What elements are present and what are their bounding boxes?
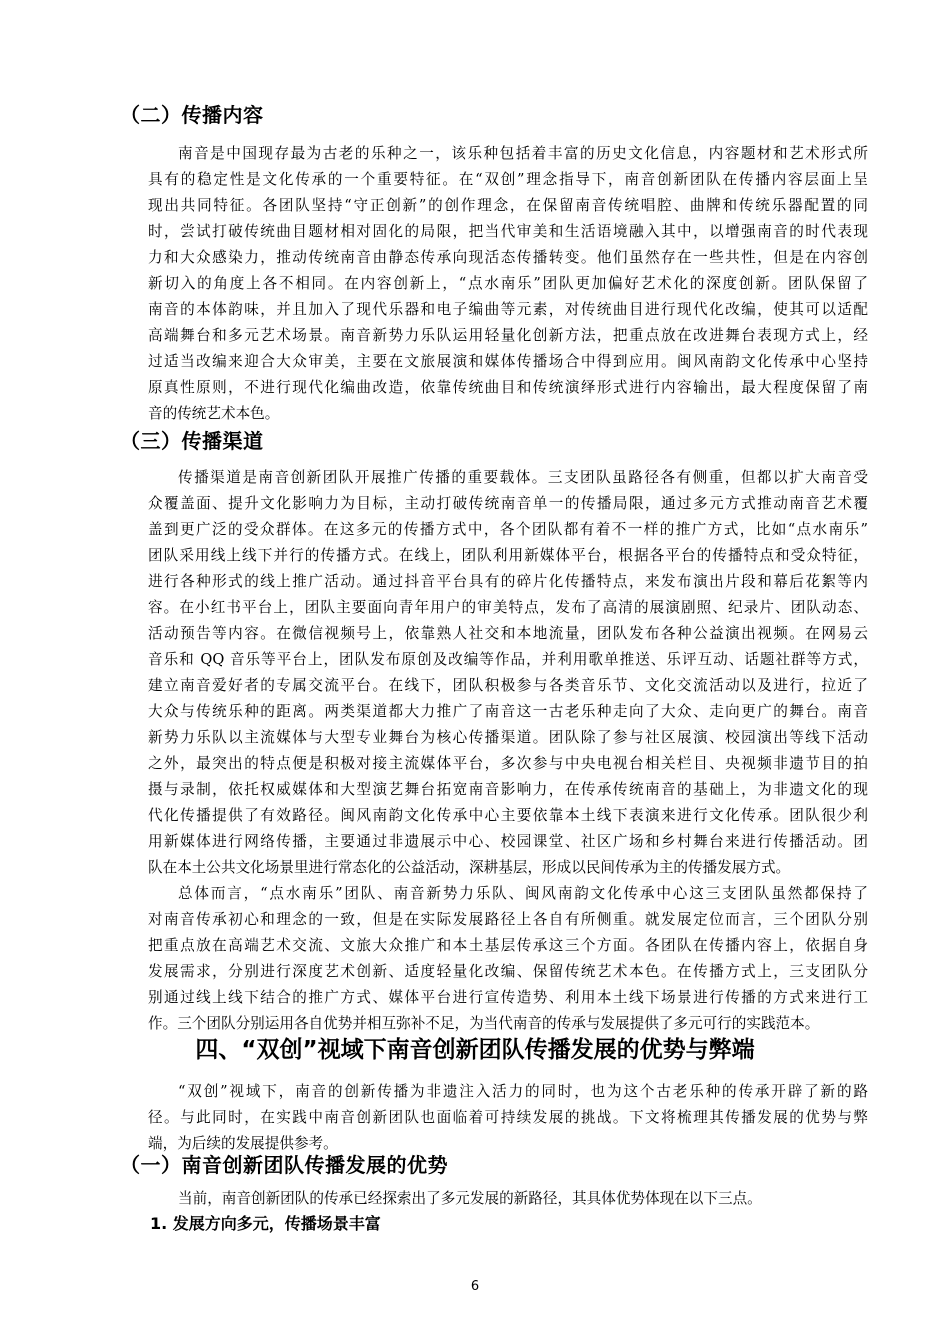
text-line: “双创”视域下，南音的创新传播为非遗注入活力的同时，也为这个古老乐种的传承开辟了新的路 xyxy=(178,1083,868,1100)
subsection-heading-advantages: （一）南音创新团队传播发展的优势 xyxy=(120,1153,448,1177)
text-line: 径。与此同时，在实践中南音创新团队也面临着可持续发展的挑战。下文将梳理其传播发展的优势与弊 xyxy=(148,1109,868,1126)
paragraph-channels xyxy=(148,465,868,881)
text-line: 活动预告等内容。在微信视频号上，依靠熟人社交和本地流量，团队发布各种公益演出视频。在网易云 xyxy=(148,625,868,642)
text-line: 当前，南音创新团队的传承已经探索出了多元发展的新路径，其具体优势体现在以下三点。 xyxy=(178,1190,762,1207)
text-line: 发展需求，分别进行深度艺术创新、适度轻量化改编、保留传统艺术本色。在传播方式上，三支团队分 xyxy=(148,963,868,980)
text-line: 传播渠道是南音创新团队开展推广传播的重要载体。三支团队虽路径各有侧重，但都以扩大南音受 xyxy=(178,469,868,486)
text-line: 队在本土公共文化场景里进行常态化的公益活动，深耕基层，形成以民间传承为主的传播发展方式。 xyxy=(148,859,791,876)
text-line: 代化传播提供了有效路径。闽风南韵文化传承中心主要依靠本土线下表演来进行文化传承。团队很少利 xyxy=(148,807,868,824)
section-heading-content: （二）传播内容 xyxy=(120,103,264,127)
text-line: 具有的稳定性是文化传承的一个重要特征。在“双创”理念指导下，南音创新团队在传播内容层面上呈 xyxy=(148,171,868,188)
page-number: 6 xyxy=(470,1279,480,1294)
text-line: 原真性原则，不进行现代化编曲改造，依靠传统曲目和传统演绎形式进行内容输出，最大程度保留了南 xyxy=(148,379,868,396)
text-line: 南音的本体韵味，并且加入了现代乐器和电子编曲等元素，对传统曲目进行现代化改编，使其可以适配 xyxy=(148,301,868,318)
list-item-heading: 1. 发展方向多元，传播场景丰富 xyxy=(150,1214,381,1233)
text-line: 过适当改编来迎合大众审美，主要在文旅展演和媒体传播场合中得到应用。闽风南韵文化传承中心坚持 xyxy=(148,353,868,370)
paragraph-summary xyxy=(148,881,868,1037)
paragraph-content xyxy=(148,141,868,427)
text-line: 之外，最突出的特点便是积极对接主流媒体平台，多次参与中央电视台相关栏目、央视频非遗节目的拍 xyxy=(148,755,868,772)
text-line: 把重点放在高端艺术交流、文旅大众推广和本土基层传承这三个方面。各团队在传播内容上，依据自身 xyxy=(148,937,868,954)
text-line: 端，为后续的发展提供参考。 xyxy=(148,1135,338,1152)
text-line: 大众与传统乐种的距离。两类渠道都大力推广了南音这一古老乐种走向了大众、走向更广的舞台。南音 xyxy=(148,703,868,720)
paragraph-advantages-intro xyxy=(148,1186,868,1212)
text-line: 盖到更广泛的受众群体。在这多元的传播方式中，各个团队都有着不一样的推广方式，比如“点水南乐” xyxy=(148,521,868,538)
text-line: 现出共同特征。各团队坚持“守正创新”的创作理念，在保留南音传统唱腔、曲牌和传统乐器配置的同 xyxy=(148,197,868,214)
text-line: 新势力乐队以主流媒体与大型专业舞台为核心传播渠道。团队除了参与社区展演、校园演出等线下活动 xyxy=(148,729,868,746)
text-line: 团队采用线上线下并行的传播方式。在线上，团队利用新媒体平台，根据各平台的传播特点和受众特征， xyxy=(148,547,868,564)
text-line: 摄与录制，依托权威媒体和大型演艺舞台拓宽南音影响力，在传承传统南音的基础上，为非遗文化的现 xyxy=(148,781,868,798)
text-line: 音乐和 QQ 音乐等平台上，团队发布原创及改编等作品，并利用歌单推送、乐评互动、话题社群等方式， xyxy=(148,651,868,668)
paragraph-chapter-intro xyxy=(148,1079,868,1157)
chapter-heading: 四、“双创”视域下南音创新团队传播发展的优势与弊端 xyxy=(195,1037,755,1063)
text-line: 众覆盖面、提升文化影响力为目标，主动打破传统南音单一的传播局限，通过多元方式推动南音艺术覆 xyxy=(148,495,868,512)
text-line: 别通过线上线下结合的推广方式、媒体平台进行宣传造势、利用本土线下场景进行传播的方式来进行工 xyxy=(148,989,868,1006)
text-line: 作。三个团队分别运用各自优势并相互弥补不足，为当代南音的传承与发展提供了多元可行的实践范本。 xyxy=(148,1015,820,1032)
text-line: 南音是中国现存最为古老的乐种之一，该乐种包括着丰富的历史文化信息，内容题材和艺术形式所 xyxy=(178,145,868,162)
text-line: 新切入的角度上各不相同。在内容创新上，“点水南乐”团队更加偏好艺术化的深度创新。团队保留了 xyxy=(148,275,868,292)
text-line: 总体而言，“点水南乐”团队、南音新势力乐队、闽风南韵文化传承中心这三支团队虽然都保持了 xyxy=(178,885,868,902)
text-line: 时，尝试打破传统曲目题材相对固化的局限，把当代审美和生活语境融入其中，以增强南音的时代表现 xyxy=(148,223,868,240)
text-line: 对南音传承初心和理念的一致，但是在实际发展路径上各自有所侧重。就发展定位而言，三个团队分别 xyxy=(148,911,868,928)
section-heading-channels: （三）传播渠道 xyxy=(120,429,264,453)
text-line: 力和大众感染力，推动传统南音由静态传承向现活态传播转变。他们虽然存在一些共性，但是在内容创 xyxy=(148,249,868,266)
text-line: 容。在小红书平台上，团队主要面向青年用户的审美特点，发布了高清的展演剧照、纪录片、团队动态、 xyxy=(148,599,868,616)
text-line: 音的传统艺术本色。 xyxy=(148,405,280,422)
text-line: 用新媒体进行网络传播，主要通过非遗展示中心、校园课堂、社区广场和乡村舞台来进行传播活动。团 xyxy=(148,833,868,850)
text-line: 进行各种形式的线上推广活动。通过抖音平台具有的碎片化传播特点，来发布演出片段和幕后花絮等内 xyxy=(148,573,868,590)
text-line: 高端舞台和多元艺术场景。南音新势力乐队运用轻量化创新方法，把重点放在改进舞台表现方式上，经 xyxy=(148,327,868,344)
text-line: 建立南音爱好者的专属交流平台。在线下，团队积极参与各类音乐节、文化交流活动以及进行，拉近了 xyxy=(148,677,868,694)
